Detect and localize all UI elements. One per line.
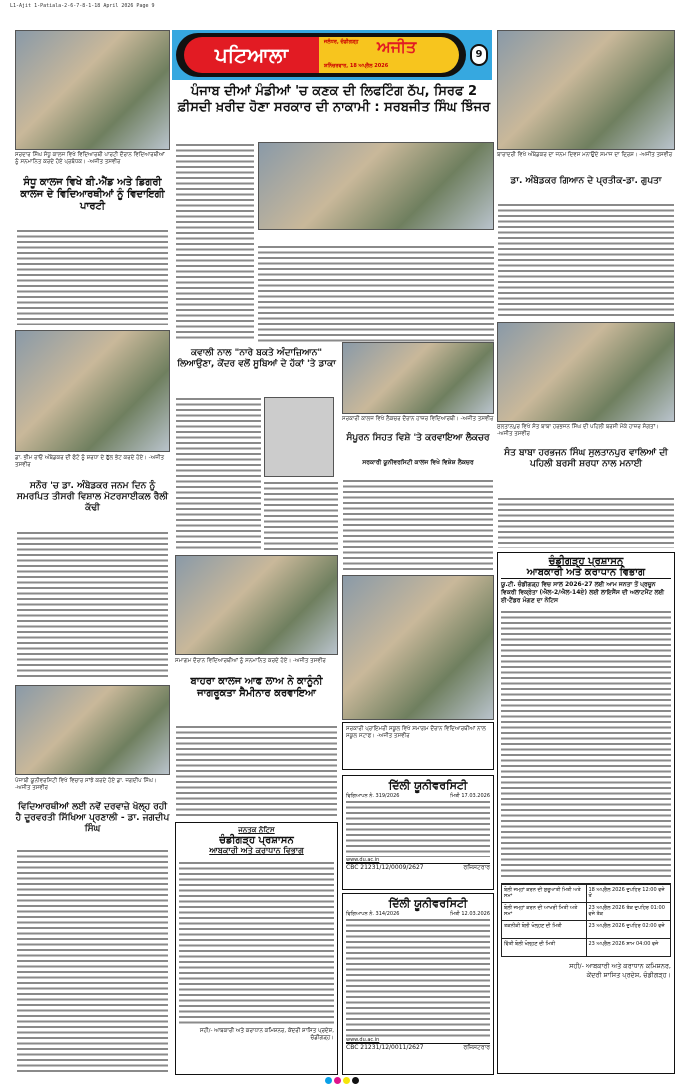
story-subhead: ਸਰਕਾਰੀ ਯੂਨੀਵਰਸਿਟੀ ਕਾਲਜ ਵਿਖੇ ਵਿਸ਼ੇਸ਼ ਲੈਕਚਰ <box>362 459 474 466</box>
excise-notice-ad <box>175 822 338 1075</box>
table-row: ਵਿੱਤੀ ਬੋਲੀ ਖੋਲ੍ਹਣ ਦੀ ਮਿਤੀ 23 ਅਪ੍ਰੈਲ 2026 ਸ਼ਾਮ 04:00 ਵਜੇ <box>502 938 670 956</box>
ad-link[interactable]: www.du.ac.in <box>346 1037 380 1043</box>
photo-caption: ਡਾ. ਭੀਮ ਰਾਓ ਅੰਬੇਡਕਰ ਦੀ ਫੋਟੋ ਨੂੰ ਸ਼ਰਧਾ ਦੇ ਫੁੱਲ ਭੇਟ ਕਰਦੇ ਹੋਏ। -ਅਜੀਤ ਤਸਵੀਰ <box>15 455 165 468</box>
story-headline: ਸੰਤ ਬਾਬਾ ਹਰਭਜਨ ਸਿੰਘ ਸੁਲਤਾਨਪੁਰ ਵਾਲਿਆਂ ਦੀ ਪਹਿਲੀ ਬਰਸੀ ਸ਼ਰਧਾ ਨਾਲ ਮਨਾਈ <box>504 448 668 469</box>
story-body <box>176 724 337 816</box>
ad-subtitle: ਆਬਕਾਰੀ ਅਤੇ ਕਰਾਧਾਨ ਵਿਭਾਗ <box>209 846 304 855</box>
city-name: ਪਟਿਆਲਾ <box>184 37 319 73</box>
ad-cbc: CBC 21231/12/0009/2627 <box>346 864 424 871</box>
ad-body <box>179 860 334 1025</box>
ad-date: ਮਿਤੀ 12.03.2026 <box>450 911 490 917</box>
ad-signature: ਕੇਂਦਰੀ ਸ਼ਾਸਿਤ ਪ੍ਰਦੇਸ਼, ਚੰਡੀਗੜ੍ਹ। <box>586 971 671 979</box>
masthead <box>172 30 492 80</box>
print-slug: L1-Ajit 1-Patiala-2-6-7-8-1-18 April 2026 Page 9 <box>10 3 155 9</box>
story-photo <box>342 575 494 720</box>
table-row: ਬੋਲੀ ਜਮ੍ਹਾਂ ਕਰਨ ਦੀ ਸ਼ੁਰੂਆਤੀ ਮਿਤੀ ਅਤੇ ਸਮਾਂ 18 ਅਪ੍ਰੈਲ 2026 ਦੁਪਹਿਰ 12:00 ਵਜੇ ਤੋਂ <box>502 884 670 902</box>
ad-signature: ਸਹੀ/- ਆਬਕਾਰੀ ਅਤੇ ਕਰਾਧਾਨ ਕਮਿਸ਼ਨਰ, <box>569 962 671 970</box>
story-body <box>17 228 168 325</box>
photo-caption-box <box>342 722 494 770</box>
delhi-university-ad <box>342 775 494 890</box>
story-body <box>343 478 493 570</box>
ad-title: ਚੰਡੀਗੜ੍ਹ ਪ੍ਰਸ਼ਾਸਨ <box>548 556 624 567</box>
table-row: ਤਕਨੀਕੀ ਬੋਲੀ ਖੋਲ੍ਹਣ ਦੀ ਮਿਤੀ 23 ਅਪ੍ਰੈਲ 2026 ਦੁਪਹਿਰ 02:00 ਵਜੇ <box>502 920 670 938</box>
story-body <box>264 480 338 550</box>
ad-title: ਦਿੱਲੀ ਯੂਨੀਵਰਸਿਟੀ <box>388 779 468 792</box>
page-number: 9 <box>470 44 488 66</box>
story-headline: ਬਾਹਰਾ ਕਾਲਜ ਆਫ ਲਾਅ ਨੇ ਕਾਨੂੰਨੀ ਜਾਗਰੂਕਤਾ ਸੈਮੀਨਾਰ ਕਰਵਾਇਆ <box>190 676 323 699</box>
lead-body <box>176 142 254 342</box>
photo-caption: ਸਰਕਾਰੀ ਪ੍ਰਾਇਮਰੀ ਸਕੂਲ ਵਿਖੇ ਸਮਾਗਮ ਦੌਰਾਨ ਵਿਦਿਆਰਥੀਆਂ ਨਾਲ ਸਕੂਲ ਸਟਾਫ। -ਅਜੀਤ ਤਸਵੀਰ <box>346 726 486 739</box>
story-photo <box>15 330 170 452</box>
delhi-university-ad <box>342 893 494 1075</box>
ad-sign: ਰਜਿਸਟਰਾਰ <box>463 1044 490 1051</box>
story-photo <box>497 322 675 422</box>
ad-ref: ਵਿਗਿਆਪਨ ਨੰ. 319/2026 <box>346 793 400 799</box>
story-photo <box>15 30 170 150</box>
portrait-photo <box>264 397 334 477</box>
story-headline: ਡਾ. ਅੰਬੇਡਕਰ ਗਿਆਨ ਦੇ ਪ੍ਰਤੀਕ-ਡਾ. ਗੁਪਤਾ <box>510 176 662 186</box>
edition-label: ਜਲੰਧਰ, ਚੰਡੀਗੜ੍ਹ <box>324 39 359 45</box>
ad-body <box>501 609 671 879</box>
story-headline: ਕਵਾਲੀ ਨਾਲ "ਨਾਰੇ ਬਕਤੇ ਅੰਦਾਜ਼ਿਆਨ" ਲਿਆਉਣਾ, ਕੇਂਦਰ ਵਲੋਂ ਸੂਬਿਆਂ ਦੇ ਹੱਕਾਂ 'ਤੇ ਡਾਕਾ <box>177 348 336 369</box>
story-body <box>17 530 168 680</box>
lead-body <box>258 244 494 342</box>
story-headline: ਸਨੌਰ 'ਚ ਡਾ. ਅੰਬੇਡਕਰ ਜਨਮ ਦਿਨ ਨੂੰ ਸਮਰਪਿਤ ਤੀਸਰੀ ਵਿਸ਼ਾਲ ਮੋਟਰਸਾਈਕਲ ਰੈਲੀ ਕੱਢੀ <box>16 481 169 513</box>
lead-photo <box>258 142 494 230</box>
schedule-table <box>501 883 671 957</box>
ad-body <box>346 799 490 857</box>
lead-headline: ਪੰਜਾਬ ਦੀਆਂ ਮੰਡੀਆਂ 'ਚ ਕਣਕ ਦੀ ਲਿਫਟਿੰਗ ਠੱਪ, ਸਿਰਫ 2 ਫ਼ੀਸਦੀ ਖ਼ਰੀਦ ਹੋਣਾ ਸਰਕਾਰ ਦੀ ਨਾਕਾਮੀ : ਸਰਬਜੀਤ ਸਿੰਘ ਝਿੰਜਰ <box>177 84 491 115</box>
photo-caption: ਸੁਲਤਾਨਪੁਰ ਵਿਖੇ ਸੰਤ ਬਾਬਾ ਹਰਭਜਨ ਸਿੰਘ ਦੀ ਪਹਿਲੀ ਬਰਸੀ ਮੌਕੇ ਹਾਜ਼ਰ ਸੰਗਤਾਂ। -ਅਜੀਤ ਤਸਵੀਰ <box>497 424 659 437</box>
ad-sign: ਰਜਿਸਟਰਾਰ <box>463 864 490 871</box>
ad-subtitle: ਆਬਕਾਰੀ ਅਤੇ ਕਰਾਧਾਨ ਵਿਭਾਗ <box>526 567 646 578</box>
ad-intro: ਯੂ.ਟੀ. ਚੰਡੀਗੜ੍ਹ ਵਿਚ ਸਾਲ 2026-27 ਲਈ ਆਮ ਜਨਤਾ ਤੋਂ ਪ੍ਰਚੂਨ ਵਿਕਰੀ ਵਿਕ੍ਰੇਤਾ (ਐਲ-2/ਐਲ-14ਏ) ਲਈ ਲਾਇਸੈਂਸ ਦੀ ਅਲਾਟਮੈਂਟ ਲਈ ਈ-ਟੈਂਡਰ ਮੰਗਣ ਦਾ ਨੋਟਿਸ <box>501 578 671 605</box>
story-body <box>17 848 168 1075</box>
story-photo <box>497 30 675 150</box>
story-photo <box>15 685 170 775</box>
ad-date: ਮਿਤੀ 17.03.2026 <box>450 793 490 799</box>
issue-date: ਸ਼ਨਿੱਚਰਵਾਰ, 18 ਅਪ੍ਰੈਲ 2026 <box>324 63 389 69</box>
story-headline: ਸੰਧੂ ਕਾਲਜ ਵਿਖੇ ਬੀ.ਐੱਡ ਅਤੇ ਡਿਗਰੀ ਕਾਲਜ ਦੇ ਵਿਦਿਆਰਥੀਆਂ ਨੂੰ ਵਿਦਾਇਗੀ ਪਾਰਟੀ <box>20 177 165 212</box>
photo-caption: ਬਾਰਾਦਰੀ ਵਿਖੇ ਅੰਬੇਡਕਰ ਦਾ ਜਨਮ ਦਿਵਸ ਮਨਾਉਂਦੇ ਸਮਾਜ ਦਾ ਦ੍ਰਿਸ਼। -ਅਜੀਤ ਤਸਵੀਰ <box>497 152 673 158</box>
story-body <box>176 396 261 550</box>
ad-cbc: CBC 21231/12/0011/2627 <box>346 1044 424 1051</box>
color-registration-marks <box>325 1077 359 1084</box>
ad-ref: ਵਿਗਿਆਪਨ ਨੰ. 314/2026 <box>346 911 400 917</box>
story-photo <box>175 555 338 655</box>
story-headline: ਸੰਪੂਰਨ ਸਿਹਤ ਵਿਸ਼ੇ 'ਤੇ ਕਰਵਾਇਆ ਲੈਕਚਰ <box>346 433 490 443</box>
ad-kicker: ਜਨਤਕ ਨੋਟਿਸ <box>238 826 275 834</box>
story-headline: ਵਿਦਿਆਰਥੀਆਂ ਲਈ ਨਵੇਂ ਦਰਵਾਜ਼ੇ ਖੋਲ੍ਹ ਰਹੀ ਹੈ ਦੂਰਵਰਤੀ ਸਿੱਖਿਆ ਪ੍ਰਣਾਲੀ - ਡਾ. ਜਗਦੀਪ ਸਿੰਘ <box>15 802 170 834</box>
photo-caption: ਸਰਕਾਰੀ ਕਾਲਜ ਵਿਖੇ ਲੈਕਚਰ ਦੌਰਾਨ ਹਾਜ਼ਰ ਵਿਦਿਆਰਥੀ। -ਅਜੀਤ ਤਸਵੀਰ <box>342 416 494 422</box>
story-body <box>498 496 674 548</box>
story-photo <box>342 342 494 414</box>
photo-caption: ਸਰਦਾਰ ਸਿੰਘ ਸੰਧੂ ਕਾਲਜ ਵਿਖੇ ਵਿਦਿਆਰਥੀ ਪਾਰਟੀ ਦੌਰਾਨ ਵਿਦਿਆਰਥੀਆਂ ਨੂੰ ਸਨਮਾਨਿਤ ਕਰਦੇ ਹੋਏ ਪ੍ਰਬੰਧਕ। -ਅਜੀਤ ਤਸਵੀਰ <box>15 152 165 165</box>
excise-tender-ad <box>497 552 675 1074</box>
ad-title: ਚੰਡੀਗੜ੍ਹ ਪ੍ਰਸ਼ਾਸਨ <box>219 835 294 846</box>
ad-body <box>346 917 490 1037</box>
paper-name: ਅਜੀਤ <box>377 37 417 56</box>
ad-signature: ਸਹੀ/- ਆਬਕਾਰੀ ਅਤੇ ਕਰਾਧਾਨ ਕਮਿਸ਼ਨਰ, ਕੇਂਦਰੀ ਸ਼ਾਸਿਤ ਪ੍ਰਦੇਸ਼, ਚੰਡੀਗੜ੍ਹ। <box>199 1028 334 1041</box>
ad-title: ਦਿੱਲੀ ਯੂਨੀਵਰਸਿਟੀ <box>388 897 468 910</box>
table-row: ਬੋਲੀ ਜਮ੍ਹਾਂ ਕਰਨ ਦੀ ਆਖਰੀ ਮਿਤੀ ਅਤੇ ਸਮਾਂ 23 ਅਪ੍ਰੈਲ 2026 ਤੱਕ ਦੁਪਹਿਰ 01:00 ਵਜੇ ਤੱਕ <box>502 902 670 920</box>
photo-caption: ਪੰਜਾਬੀ ਯੂਨੀਵਰਸਿਟੀ ਵਿਖੇ ਵਿਚਾਰ ਸਾਂਝੇ ਕਰਦੇ ਹੋਏ ਡਾ. ਜਗਦੀਪ ਸਿੰਘ। -ਅਜੀਤ ਤਸਵੀਰ <box>15 778 157 791</box>
ad-link[interactable]: www.du.ac.in <box>346 857 380 863</box>
story-body <box>498 202 674 318</box>
photo-caption: ਸਮਾਗਮ ਦੌਰਾਨ ਵਿਦਿਆਰਥੀਆਂ ਨੂੰ ਸਨਮਾਨਿਤ ਕਰਦੇ ਹੋਏ। -ਅਜੀਤ ਤਸਵੀਰ <box>175 658 326 664</box>
